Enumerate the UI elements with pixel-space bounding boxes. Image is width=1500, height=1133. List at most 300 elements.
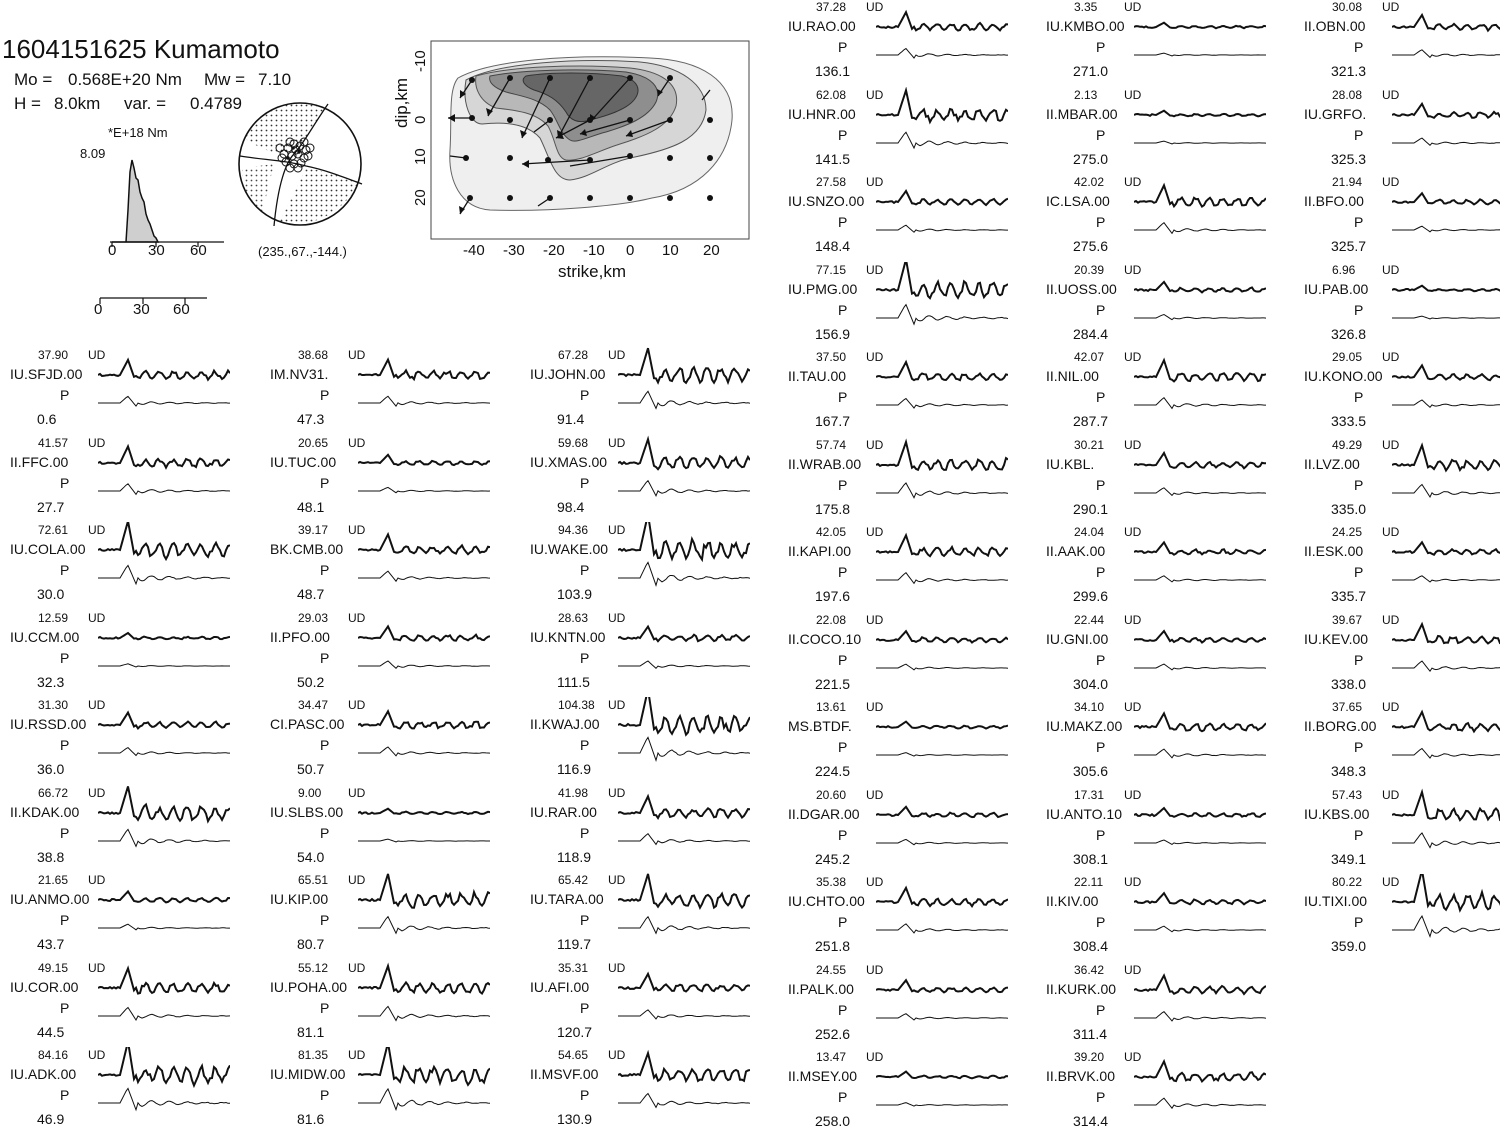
station-waveform [1134, 437, 1266, 509]
station-code: IU.SFJD.00 [10, 366, 83, 382]
station-waveform [618, 872, 750, 944]
station-code: IU.GNI.00 [1046, 630, 1109, 647]
observed-trace [1134, 975, 1266, 994]
synthetic-trace [618, 833, 750, 844]
observed-trace [1134, 542, 1266, 554]
synthetic-trace [98, 829, 230, 846]
station-azimuth: 271.0 [1073, 63, 1109, 79]
station-waveform [876, 962, 1008, 1034]
station-code: II.KAPI.00 [788, 543, 852, 559]
phase-label: P [838, 389, 848, 405]
channel-label: UD [348, 785, 366, 800]
channel-label: UD [1382, 700, 1400, 714]
station-waveform [1392, 0, 1500, 71]
station-azimuth: 118.9 [557, 848, 591, 865]
station-waveform [876, 349, 1008, 421]
phase-label: P [1096, 214, 1106, 230]
station-code: IU.ANTO.10 [1046, 805, 1122, 822]
phase-label: P [60, 737, 70, 753]
station-azimuth: 287.7 [1073, 413, 1109, 429]
phase-label: P [1354, 389, 1364, 405]
synthetic-trace [618, 480, 750, 495]
station-code: IU.KMBO.00 [1046, 18, 1125, 34]
station-code: IU.TIXI.00 [1304, 893, 1368, 909]
station-waveform [876, 437, 1008, 509]
channel-label: UD [1382, 787, 1400, 802]
synthetic-trace [1134, 141, 1266, 144]
phase-label: P [320, 649, 330, 666]
phase-label: P [1096, 651, 1106, 668]
synthetic-trace [876, 399, 1008, 409]
station-amplitude: 28.08 [1332, 87, 1363, 102]
station-amplitude: 41.57 [38, 435, 69, 450]
synthetic-trace [1134, 1011, 1266, 1020]
source-time-function [100, 150, 230, 270]
station-amplitude: 37.50 [816, 350, 847, 364]
station-azimuth: 275.0 [1073, 150, 1109, 167]
station-code: IU.RAO.00 [788, 18, 856, 34]
channel-label: UD [88, 873, 106, 887]
synthetic-trace [876, 1013, 1008, 1019]
station-waveform [1392, 612, 1500, 684]
phase-label: P [1354, 826, 1364, 843]
station-azimuth: 304.0 [1073, 675, 1109, 692]
synthetic-trace [1392, 576, 1500, 582]
phase-label: P [838, 1089, 848, 1105]
station-waveform [1134, 874, 1266, 946]
synthetic-trace [1392, 50, 1500, 58]
observed-trace [1392, 712, 1500, 732]
synthetic-trace [98, 924, 230, 930]
station-azimuth: 111.5 [557, 673, 590, 690]
station-code: II.KIV.00 [1046, 893, 1099, 909]
station-waveform [358, 960, 490, 1032]
station-amplitude: 31.30 [38, 698, 69, 712]
station-amplitude: 35.31 [558, 960, 589, 975]
station-amplitude: 2.13 [1074, 87, 1098, 102]
synthetic-trace [98, 396, 230, 406]
station-azimuth: 167.7 [815, 413, 851, 429]
phase-label: P [1096, 476, 1106, 493]
station-azimuth: 141.5 [815, 150, 851, 167]
observed-trace [876, 1072, 1008, 1079]
station-code: IU.KBS.00 [1304, 805, 1370, 822]
station-code: IU.MAKZ.00 [1046, 718, 1123, 734]
observed-trace [1134, 713, 1266, 731]
station-azimuth: 245.2 [815, 850, 851, 867]
synthetic-trace [1134, 223, 1266, 234]
synthetic-trace [98, 1007, 230, 1020]
stf-tick-30: 30 [148, 242, 165, 259]
station-code: IU.CHTO.00 [788, 893, 865, 909]
phase-label: P [320, 474, 330, 491]
channel-label: UD [88, 960, 106, 975]
station-waveform [1134, 87, 1266, 159]
slip-map-xtick: -10 [583, 242, 605, 259]
phase-label: P [60, 387, 70, 403]
synthetic-trace [358, 839, 490, 842]
channel-label: UD [608, 698, 626, 712]
phase-label: P [1096, 126, 1106, 143]
station-azimuth: 43.7 [37, 936, 65, 952]
station-azimuth: 91.4 [557, 411, 585, 427]
station-amplitude: 17.31 [1074, 787, 1105, 802]
synthetic-trace [1134, 487, 1266, 495]
station-code: II.AAK.00 [1046, 543, 1106, 559]
station-waveform [358, 785, 490, 857]
channel-label: UD [866, 612, 884, 627]
slip-map-xtick: 10 [662, 242, 679, 259]
station-code: II.FFC.00 [10, 453, 69, 470]
channel-label: UD [1382, 175, 1400, 189]
station-azimuth: 325.7 [1331, 238, 1367, 254]
station-azimuth: 103.9 [557, 586, 593, 602]
synthetic-trace [618, 917, 750, 934]
station-azimuth: 321.3 [1331, 63, 1367, 79]
synthetic-trace [1392, 138, 1500, 145]
station-amplitude: 38.68 [298, 348, 329, 362]
station-amplitude: 24.25 [1332, 525, 1363, 539]
phase-label: P [1354, 126, 1364, 143]
synthetic-trace [1134, 840, 1266, 844]
station-code: IU.COLA.00 [10, 541, 86, 557]
moment-value: 0.568E+20 Nm [68, 70, 182, 89]
phase-label: P [838, 651, 848, 668]
station-amplitude: 36.42 [1074, 962, 1105, 977]
station-amplitude: 57.43 [1332, 787, 1363, 802]
station-code: II.BORG.00 [1304, 718, 1377, 734]
station-amplitude: 29.05 [1332, 350, 1363, 364]
phase-label: P [838, 826, 848, 843]
synthetic-trace [618, 737, 750, 760]
station-code: IU.CCM.00 [10, 628, 80, 645]
observed-trace [618, 874, 750, 908]
observed-trace [98, 968, 230, 993]
station-waveform [1134, 174, 1266, 246]
station-waveform [618, 697, 750, 769]
phase-label: P [838, 126, 848, 143]
phase-label: P [580, 562, 590, 578]
observed-trace [1134, 631, 1266, 642]
station-azimuth: 48.7 [297, 586, 325, 602]
station-code: II.KWAJ.00 [530, 716, 600, 732]
station-azimuth: 314.4 [1073, 1113, 1109, 1129]
phase-label: P [1096, 389, 1106, 405]
synthetic-trace [98, 663, 230, 666]
observed-trace [618, 697, 750, 735]
station-waveform [1134, 262, 1266, 334]
station-waveform [358, 522, 490, 594]
observed-trace [618, 796, 750, 818]
synthetic-trace [1134, 576, 1266, 582]
station-amplitude: 22.11 [1074, 875, 1104, 889]
station-azimuth: 359.0 [1331, 938, 1367, 954]
slip-map-ytick: 20 [412, 189, 429, 206]
station-waveform [1392, 524, 1500, 596]
station-azimuth: 38.8 [37, 848, 65, 865]
observed-trace [1134, 893, 1266, 904]
channel-label: UD [1382, 612, 1400, 627]
station-code: IU.KIP.00 [270, 891, 329, 907]
station-amplitude: 77.15 [816, 262, 847, 277]
station-waveform [876, 787, 1008, 859]
observed-trace [358, 808, 490, 813]
station-code: II.WRAB.00 [788, 455, 862, 472]
station-waveform [618, 1047, 750, 1119]
synthetic-trace [98, 748, 230, 756]
magnitude-label: Mw = [204, 70, 246, 89]
station-waveform [98, 960, 230, 1032]
slip-map-ytick: 10 [412, 148, 429, 165]
station-amplitude: 20.60 [816, 787, 847, 802]
phase-label: P [320, 999, 330, 1016]
station-code: II.MSEY.00 [788, 1068, 858, 1084]
observed-trace [358, 874, 490, 908]
station-azimuth: 44.5 [37, 1023, 65, 1040]
observed-trace [358, 534, 490, 554]
synthetic-trace [876, 1103, 1008, 1106]
phase-label: P [580, 387, 590, 403]
time-axis-tick-30: 30 [133, 301, 150, 318]
station-amplitude: 67.28 [558, 348, 589, 362]
channel-label: UD [866, 0, 884, 14]
station-waveform [98, 872, 230, 944]
station-code: IU.JOHN.00 [530, 366, 606, 382]
channel-label: UD [866, 437, 884, 452]
station-code: II.PFO.00 [270, 628, 330, 645]
station-amplitude: 49.29 [1332, 437, 1363, 452]
channel-label: UD [348, 610, 366, 625]
station-amplitude: 34.10 [1074, 700, 1105, 714]
observed-trace [876, 362, 1008, 380]
observed-trace [358, 1047, 490, 1085]
phase-label: P [1096, 826, 1106, 843]
phase-label: P [60, 474, 70, 491]
channel-label: UD [1382, 525, 1400, 539]
channel-label: UD [608, 523, 626, 537]
channel-label: UD [608, 960, 626, 975]
station-amplitude: 65.42 [558, 873, 589, 887]
station-azimuth: 308.1 [1073, 850, 1109, 867]
station-waveform [876, 699, 1008, 771]
station-waveform [876, 87, 1008, 159]
phase-label: P [1354, 301, 1364, 318]
channel-label: UD [608, 785, 626, 800]
station-code: BK.CMB.00 [270, 541, 344, 557]
station-azimuth: 50.7 [297, 761, 325, 777]
station-code: II.DGAR.00 [788, 805, 860, 822]
station-amplitude: 30.21 [1074, 437, 1105, 452]
phase-label: P [60, 1087, 70, 1103]
channel-label: UD [348, 698, 366, 712]
station-amplitude: 35.38 [816, 875, 847, 889]
observed-trace [876, 980, 1008, 992]
station-code: IU.KBL. [1046, 455, 1095, 472]
phase-label: P [60, 562, 70, 578]
channel-label: UD [608, 873, 626, 887]
synthetic-trace [618, 1009, 750, 1018]
station-azimuth: 27.7 [37, 498, 65, 515]
station-amplitude: 42.02 [1074, 175, 1105, 189]
channel-label: UD [608, 348, 626, 362]
slip-map-xtick: -20 [543, 242, 565, 259]
magnitude-value: 7.10 [258, 70, 292, 89]
channel-label: UD [866, 525, 884, 539]
phase-label: P [1354, 739, 1364, 755]
synthetic-trace [618, 1094, 750, 1108]
station-azimuth: 326.8 [1331, 325, 1367, 342]
station-azimuth: 305.6 [1073, 763, 1109, 779]
phase-label: P [580, 824, 590, 841]
station-azimuth: 224.5 [815, 763, 851, 779]
observed-trace [1392, 365, 1500, 380]
synthetic-trace [358, 571, 490, 581]
phase-label: P [1096, 39, 1106, 55]
channel-label: UD [348, 1048, 366, 1062]
station-waveform [98, 610, 230, 682]
station-azimuth: 175.8 [815, 500, 851, 517]
phase-label: P [1354, 651, 1364, 668]
station-amplitude: 42.05 [816, 525, 847, 539]
station-azimuth: 308.4 [1073, 938, 1109, 954]
channel-label: UD [1382, 350, 1400, 364]
station-amplitude: 72.61 [38, 523, 69, 537]
phase-label: P [1354, 214, 1364, 230]
station-amplitude: 28.63 [558, 610, 589, 625]
synthetic-trace [876, 49, 1008, 59]
synthetic-trace [1134, 664, 1266, 670]
observed-trace [1392, 15, 1500, 31]
station-waveform [618, 785, 750, 857]
phase-label: P [580, 474, 590, 491]
phase-label: P [1096, 914, 1106, 930]
slip-map-xlabel: strike,km [558, 262, 626, 281]
station-waveform [358, 347, 490, 419]
phase-label: P [580, 737, 590, 753]
synthetic-trace [1392, 916, 1500, 936]
station-code: II.BFO.00 [1304, 193, 1364, 209]
station-amplitude: 13.47 [816, 1050, 847, 1064]
channel-label: UD [866, 350, 884, 364]
observed-trace [98, 522, 230, 559]
station-amplitude: 39.20 [1074, 1050, 1105, 1064]
observed-trace [358, 711, 490, 728]
phase-label: P [320, 912, 330, 928]
station-amplitude: 62.08 [816, 87, 847, 102]
channel-label: UD [608, 1048, 626, 1062]
slip-map-ylabel: dip,km [392, 77, 411, 128]
phase-label: P [60, 649, 70, 666]
channel-label: UD [348, 873, 366, 887]
moment-label: Mo = [14, 70, 53, 89]
station-azimuth: 284.4 [1073, 325, 1109, 342]
observed-trace [358, 626, 490, 640]
station-code: II.UOSS.00 [1046, 280, 1117, 297]
station-waveform [618, 960, 750, 1032]
station-azimuth: 311.4 [1073, 1025, 1107, 1042]
synthetic-trace [358, 1089, 490, 1110]
station-waveform [618, 435, 750, 507]
phase-label: P [838, 214, 848, 230]
observed-trace [618, 348, 750, 383]
station-amplitude: 12.59 [38, 610, 69, 625]
station-waveform [98, 347, 230, 419]
channel-label: UD [866, 262, 884, 277]
station-amplitude: 37.28 [816, 0, 847, 14]
synthetic-trace [358, 396, 490, 406]
station-azimuth: 48.1 [297, 498, 325, 515]
channel-label: UD [1124, 437, 1142, 452]
channel-label: UD [1124, 1050, 1142, 1064]
station-amplitude: 21.94 [1332, 175, 1363, 189]
station-code: CI.PASC.00 [270, 716, 345, 732]
channel-label: UD [1124, 350, 1142, 364]
station-waveform [358, 697, 490, 769]
phase-label: P [320, 824, 330, 841]
station-code: IC.LSA.00 [1046, 193, 1110, 209]
station-azimuth: 258.0 [815, 1113, 851, 1129]
station-waveform [1134, 699, 1266, 771]
phase-label: P [60, 912, 70, 928]
station-waveform [876, 524, 1008, 596]
station-waveform [1392, 349, 1500, 421]
station-azimuth: 46.9 [37, 1111, 65, 1127]
channel-label: UD [1382, 0, 1400, 14]
station-waveform [1392, 87, 1500, 159]
station-waveform [618, 610, 750, 682]
observed-trace [618, 1053, 750, 1081]
synthetic-trace [876, 225, 1008, 232]
channel-label: UD [88, 1048, 106, 1062]
phase-label: P [580, 912, 590, 928]
station-code: IU.TARA.00 [530, 891, 604, 907]
observed-trace [98, 1047, 230, 1086]
station-waveform [1392, 787, 1500, 859]
phase-label: P [1354, 476, 1364, 493]
phase-label: P [580, 649, 590, 666]
station-amplitude: 37.90 [38, 348, 69, 362]
slip-distribution-map [430, 40, 750, 240]
observed-trace [876, 535, 1008, 556]
station-azimuth: 197.6 [815, 588, 851, 604]
synthetic-trace [1134, 749, 1266, 758]
observed-trace [876, 12, 1008, 30]
station-waveform [98, 785, 230, 857]
observed-trace [1134, 360, 1266, 381]
station-code: II.COCO.10 [788, 630, 862, 647]
synthetic-trace [1392, 226, 1500, 232]
phase-label: P [1096, 1001, 1106, 1018]
phase-label: P [580, 999, 590, 1016]
observed-trace [98, 360, 230, 380]
station-code: IU.SLBS.00 [270, 803, 344, 820]
observed-trace [1134, 1061, 1266, 1081]
channel-label: UD [88, 348, 106, 362]
station-code: II.BRVK.00 [1046, 1068, 1116, 1084]
station-code: II.MSVF.00 [530, 1066, 599, 1082]
synthetic-trace [1392, 484, 1500, 497]
channel-label: UD [88, 785, 106, 800]
observed-trace [876, 442, 1008, 470]
phase-label: P [838, 39, 848, 55]
station-amplitude: 39.17 [298, 523, 329, 537]
observed-trace [618, 626, 750, 641]
phase-label: P [60, 824, 70, 841]
station-azimuth: 81.1 [297, 1023, 325, 1040]
observed-trace [1134, 23, 1266, 29]
station-azimuth: 116.9 [557, 761, 591, 777]
station-amplitude: 80.22 [1332, 875, 1363, 889]
